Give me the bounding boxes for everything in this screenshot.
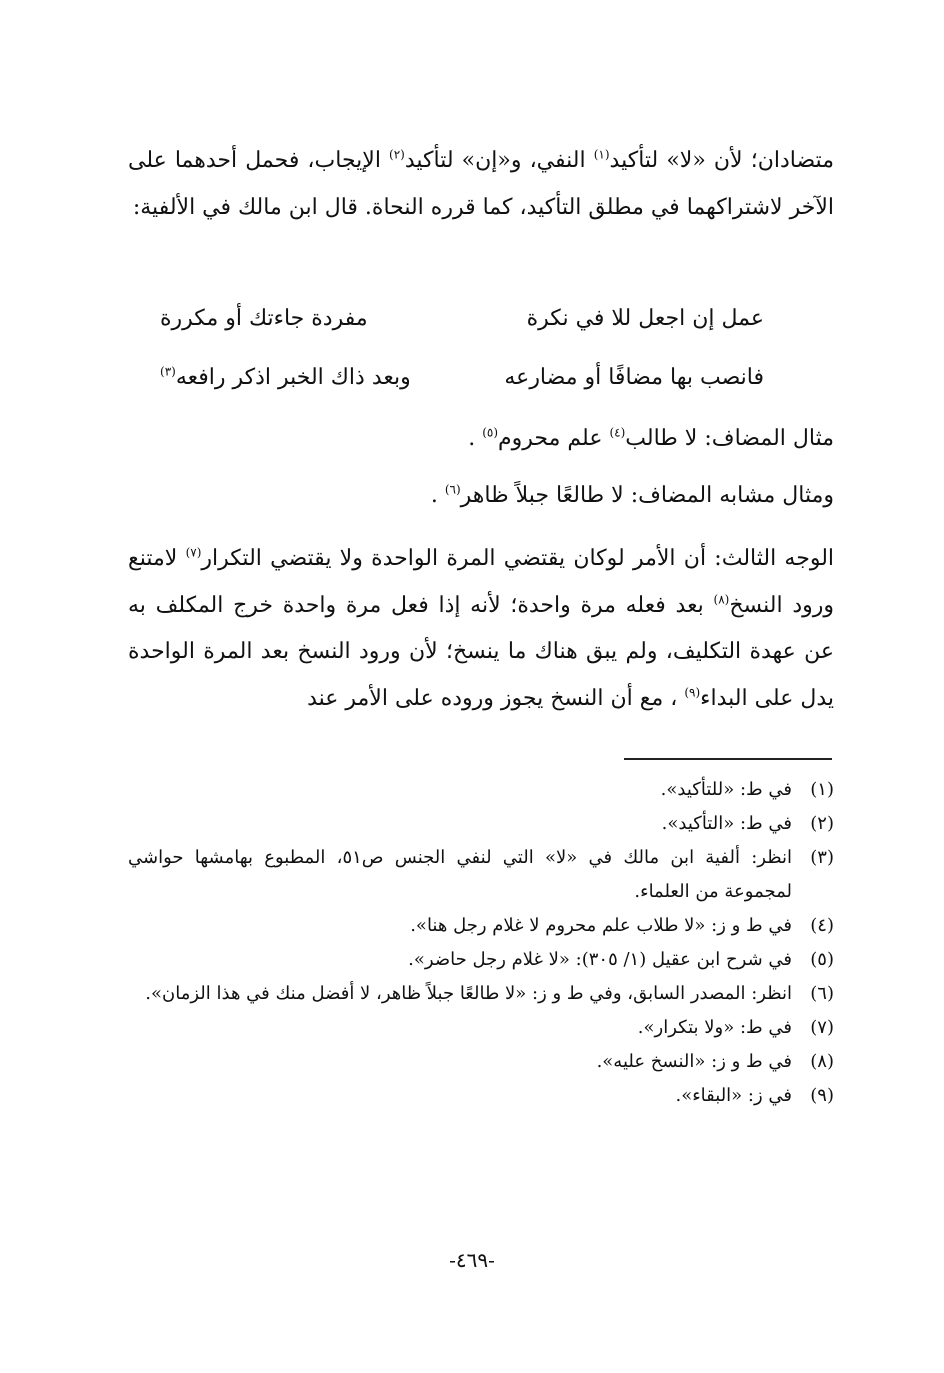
- paragraph-text: متضادان؛ لأن «لا» لتأكيد: [609, 148, 834, 173]
- footnote-marker-4: (٤): [609, 425, 626, 440]
- footnote-number: (٦): [810, 983, 834, 1004]
- footnote-marker-9: (٩): [684, 685, 701, 700]
- footnote-item: [128, 841, 834, 909]
- page-number: -٤٦٩-: [449, 1248, 495, 1272]
- footnote-text: انظر: ألفية ابن مالك في «لا» التي لنفي الجنس ص٥١، المطبوع بهامشها حواشي لمجموعة من العلماء.: [128, 847, 792, 902]
- footnote-number: (٤): [810, 915, 834, 936]
- footnote-item: [128, 1045, 834, 1079]
- verse-hemistich-first: فانصب بها مضافًا أو مضارعه: [504, 365, 764, 390]
- verse-hemistich-second: مفردة جاءتك أو مكررة: [160, 306, 368, 331]
- footnote-marker-2: (٢): [389, 147, 405, 162]
- footnote-number: (١): [810, 779, 834, 800]
- example-shibh-mudaf: ومثال مشابه المضاف: لا طالعًا جبلاً ظاهر$^{(٦)}$ .: [430, 482, 834, 508]
- paragraph-third-aspect: الوجه الثالث: أن الأمر لوكان يقتضي المرة الواحدة ولا يقتضي التكرار$^{(٧)}$ لامتنع ورود النسخ$^{(٨)}$ بعد فعله مرة واحدة؛ لأنه إذا فعل مرة واحدة خرج المكلف به عن عهدة التكليف، ولم يبق هناك ما ينسخ؛ لأن ورود النسخ بعد المرة الواحدة يدل على البداء$^{(٩)}$ ، مع أن النسخ يجوز وروده على الأمر عند: [128, 545, 835, 711]
- footnote-marker-8: (٨): [713, 592, 730, 607]
- footnote-number: (٩): [810, 1085, 834, 1106]
- footnote-marker-3: (٣): [160, 364, 176, 379]
- footnote-text: في ط و ز: «لا طلاب علم محروم لا غلام رجل هنا».: [410, 915, 792, 936]
- footnote-marker-7: (٧): [185, 545, 202, 560]
- paragraph-intro: [128, 138, 834, 231]
- footnote-number: (٢): [810, 813, 834, 834]
- verse-hemistich-first: عمل إن اجعل للا في نكرة: [526, 306, 764, 331]
- footnote-item: [128, 773, 834, 807]
- footnote-number: (٣): [810, 847, 834, 868]
- footnote-text: في ط و ز: «النسخ عليه».: [596, 1051, 792, 1072]
- footnote-text: في ط: «للتأكيد».: [660, 779, 792, 800]
- footnote-item: [128, 943, 834, 977]
- footnote-item: [128, 909, 834, 943]
- footnote-number: (٨): [810, 1051, 834, 1072]
- footnote-marker-1: (١): [593, 147, 610, 162]
- footnote-separator: [624, 758, 832, 760]
- footnote-number: (٥): [810, 949, 834, 970]
- footnote-marker-6: (٦): [444, 482, 461, 497]
- footnote-item: [128, 1079, 834, 1113]
- footnote-text: في ط: «التأكيد».: [661, 813, 792, 834]
- footnotes-list: [128, 773, 834, 1113]
- footnote-text: انظر: المصدر السابق، وفي ط و ز: «لا طالعًا جبلاً ظاهر، لا أفضل منك في هذا الزمان».: [145, 983, 792, 1004]
- footnote-item: [128, 807, 834, 841]
- footnote-text: في ز: «البقاء».: [675, 1085, 792, 1106]
- footnote-text: في ط: «ولا بتكرار».: [637, 1017, 792, 1038]
- footnote-text: في شرح ابن عقيل (١/ ٣٠٥): «لا غلام رجل حاضر».: [408, 949, 792, 970]
- verse-hemistich-second: وبعد ذاك الخبر اذكر رافعه$^{(٣)}$: [160, 364, 411, 390]
- footnote-item: [128, 1011, 834, 1045]
- footnote-item: [128, 977, 834, 1011]
- example-mudaf: مثال المضاف: لا طالب$^{(٤)}$ علم محروم$^{(٥)}$ .: [468, 425, 834, 451]
- footnote-number: (٧): [810, 1017, 834, 1038]
- paragraph-text: الإيجاب، فحمل أحدهما على الآخر لاشتراكهما في مطلق التأكيد، كما قرره النحاة. قال ابن مالك في الألفية:: [128, 148, 834, 220]
- footnote-marker-5: (٥): [482, 425, 499, 440]
- paragraph-text: النفي، و«إن» لتأكيد: [404, 148, 594, 173]
